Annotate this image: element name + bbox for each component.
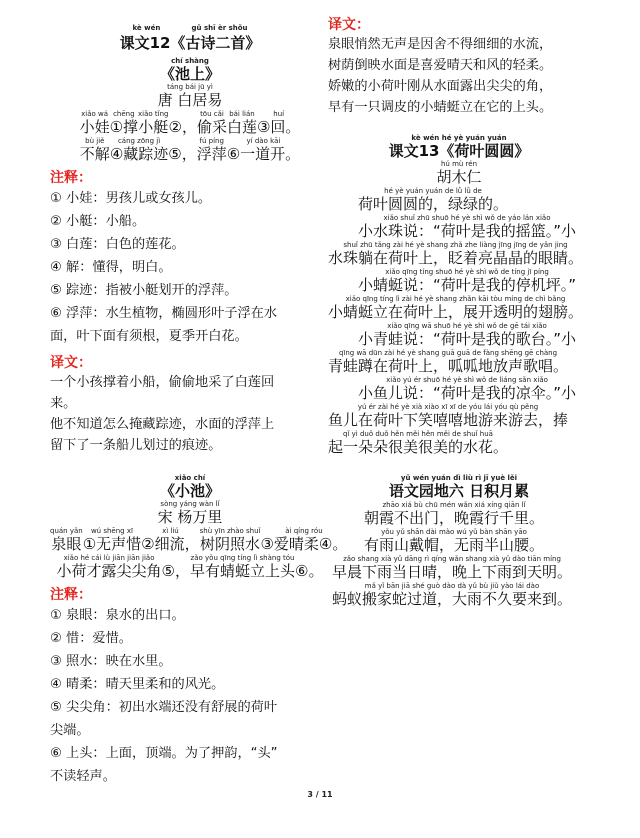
poem-word: ④藏踪迹 <box>109 145 169 163</box>
note-item: ⑥ 浮萍：水生植物，椭圆形叶子浮在水 <box>50 306 278 321</box>
garden-title-pinyin: yǔ wén yuán dì liù rì jī yuè lěi <box>400 474 518 482</box>
trans-line: 他不知道怎么掩藏踪迹，水面的浮萍上 <box>50 417 275 432</box>
poem-word: ⑥。 <box>295 562 324 580</box>
garden-body: zhāo xiá bù chū mén wǎn xiá xíng qiān lǐ 朝霞不出门，晚霞行千里。 yǒu yǔ shān dài mào wú yǔ bàn shān yāo 有雨山戴帽，无雨半山腰。 zǎo shang xià yǔ dāng rì qíng wǎn shang xià yǔ dào tiān míng 早晨下雨当日晴，晚上下雨到天明。 mǎ yǐ bān jiā shé guò dào dà yǔ bù jiǔ yào lái dào 蚂蚁搬家蛇过道，大雨不久要来到。 <box>332 501 573 608</box>
trans2-label: 译文： <box>328 17 370 33</box>
note-item: ⑥ 上头：上面，顶端。为了押韵，“头” <box>50 746 278 761</box>
poem-word: ③爱晴柔④。 <box>260 535 348 553</box>
poem2-line2: xiǎo hé cái lù jiān jiān jiǎo 小荷才露尖尖角 ⑤， zǎo yǒu qīng tíng lì shàng tóu 早有蜻蜓立上头 ⑥。 <box>56 554 324 580</box>
body-line: 小蜻蜓说：“荷叶是我的停机坪。” <box>358 276 577 294</box>
body-line: 鱼儿在荷叶下笑嘻嘻地游来游去，捧 <box>328 411 569 429</box>
poem-word: ①无声惜 <box>82 535 142 553</box>
body-line: 小蜻蜓立在荷叶上，展开透明的翅膀。 <box>328 303 584 321</box>
body-line: 小鱼儿说：“荷叶是我的凉伞。”小 <box>358 384 577 402</box>
poem-word: 浮萍 <box>196 145 227 163</box>
poem-word: 小娃 <box>79 118 110 136</box>
garden-title <box>328 474 590 500</box>
trans1-text <box>50 372 330 456</box>
poem1-author <box>50 83 330 109</box>
poem1-author-pinyin: táng bái jū yì <box>167 83 213 91</box>
body-line: 水珠躺在荷叶上，眨着亮晶晶的眼睛。 <box>328 249 584 267</box>
poem2-line1: quán yǎn 泉眼 wú shēng xī ①无声惜 xì liú ②细流， shù yīn zhào shuǐ 树阴照水 ài qíng róu ③爱晴柔④。 <box>50 527 348 553</box>
lesson13-title-pinyin: kè wén hé yè yuán yuán <box>411 134 507 142</box>
lesson12-title <box>50 14 330 53</box>
poem1-title-pinyin: chí shàng <box>171 57 209 65</box>
poem-word: ⑤， <box>168 145 197 163</box>
proverb-line: 蚂蚁搬家蛇过道，大雨不久要来到。 <box>332 590 573 608</box>
poem1-title-text: 《池上》 <box>159 65 220 83</box>
lesson12-subtitle-pinyin: gǔ shī èr shǒu <box>191 24 248 32</box>
poem2-title <box>50 474 330 500</box>
trans1-label: 译文： <box>50 355 92 371</box>
poem-word: 小荷才露尖尖角 <box>56 562 162 580</box>
body-line: 荷叶圆圆的，绿绿的。 <box>358 195 509 213</box>
proverb-line: 朝霞不出门，晚霞行千里。 <box>364 509 545 527</box>
note-item: ④ 晴柔：晴天里柔和的风光。 <box>50 677 225 692</box>
poem-word: ⑤， <box>161 562 190 580</box>
notes1-list <box>50 187 330 348</box>
poem-word: 不解 <box>79 145 110 163</box>
note-item: ④ 解：懂得，明白。 <box>50 260 172 275</box>
poem1-line1: xiǎo wá 小娃 chēng ①撑 xiǎo tǐng 小艇 ②， tōu cǎi 偷采 bái lián 白莲 huí ③回。 <box>79 110 301 136</box>
trans-line: 娇嫩的小荷叶刚从水面露出尖尖的角， <box>328 79 553 94</box>
note-item: ⑤ 踪迹：指被小艇划开的浮萍。 <box>50 283 238 298</box>
lesson13-title <box>328 134 590 160</box>
poem2-title-pinyin: xiǎo chí <box>174 474 206 482</box>
poem-word: ②， <box>168 118 197 136</box>
trans-line: 泉眼悄然无声是因舍不得细细的水流， <box>328 37 553 52</box>
left-column <box>50 14 348 788</box>
trans2-text <box>328 34 590 118</box>
poem-word: ⑥一道开。 <box>226 145 301 163</box>
body-line: 小水珠说：“荷叶是我的摇篮。”小 <box>358 222 577 240</box>
page-number: 3 / 11 <box>307 790 333 799</box>
note-item: 不读轻声。 <box>50 769 116 784</box>
lesson12-title-pinyin: kè wén <box>132 24 161 32</box>
poem2-title-text: 《小池》 <box>159 482 220 500</box>
poem-word: 偷采 <box>196 118 227 136</box>
proverb-line: 早晨下雨当日晴，晚上下雨到天明。 <box>332 563 573 581</box>
note-item: ① 泉眼：泉水的出口。 <box>50 608 185 623</box>
poem1-author-text: 唐 白居易 <box>157 91 223 109</box>
notes2-label: 注释： <box>50 587 92 603</box>
note-item: 尖端。 <box>50 723 90 738</box>
notes1-label: 注释： <box>50 170 92 186</box>
lesson13-title-text: 课文13《荷叶圆圆》 <box>388 142 530 160</box>
body-line: 小青蛙说：“荷叶是我的歌台。”小 <box>358 330 577 348</box>
poem2-author-pinyin: sòng yáng wàn lǐ <box>160 500 220 508</box>
trans-line: 一个小孩撑着小船，偷偷地采了白莲回 <box>50 375 275 390</box>
poem-word: 树阴照水 <box>200 535 261 553</box>
lesson13-body: hé yè yuán yuán de lǜ lǜ de 荷叶圆圆的，绿绿的。 xiǎo shuǐ zhū shuō hé yè shì wǒ de yáo lán xiǎo 小水珠说：“荷叶是我的摇篮。”小 shuǐ zhū tǎng zài hé yè shang zhǎ zhe liàng jīng jīng de yǎn jing 水珠躺在荷叶上，眨着亮晶晶的眼睛。 xiǎo qīng tíng shuō hé yè shì wǒ de tíng jī píng 小蜻蜓说：“荷叶是我的停机坪。” xiǎo qīng tíng lì zài hé yè shang zhǎn kāi tòu míng de chì bǎng 小蜻蜓立在荷叶上，展开透明的翅膀。 xiǎo qīng wā shuō hé yè shì wǒ de gē tái xiǎo 小青蛙说：“荷叶是我的歌台。”小 qīng wā dūn zài hé yè shang guā guā de fàng shēng gē chàng 青蛙蹲在荷叶上，呱呱地放声歌唱。 xiǎo yú ér shuō hé yè shì wǒ de liáng sǎn xiǎo 小鱼儿说：“荷叶是我的凉伞。”小 yú ér zài hé yè xià xiào xī xī de yóu lái yóu qù pěng 鱼儿在荷叶下笑嘻嘻地游来游去，捧 qǐ yì duǒ duǒ hěn měi hěn měi de shuǐ huā 起一朵朵很美很美的水花。 <box>328 187 584 456</box>
body-line: 起一朵朵很美很美的水花。 <box>328 438 509 456</box>
proverb-line: 有雨山戴帽，无雨半山腰。 <box>364 536 545 554</box>
note-item: 面，叶下面有须根，夏季开白花。 <box>50 329 248 344</box>
notes2-list <box>50 604 330 788</box>
note-item: ② 小艇：小船。 <box>50 214 146 229</box>
garden-title-text: 语文园地六 日积月累 <box>388 482 530 500</box>
note-item: ③ 照水：映在水里。 <box>50 654 172 669</box>
lesson13-author <box>328 160 590 186</box>
note-item: ② 惜：爱惜。 <box>50 631 132 646</box>
right-column <box>328 14 590 609</box>
poem1-title <box>50 57 330 83</box>
trans-line: 早有一只调皮的小蜻蜓立在它的上头。 <box>328 100 553 115</box>
body-line: 青蛙蹲在荷叶上，呱呱地放声歌唱。 <box>328 357 569 375</box>
poem2-author-text: 宋 杨万里 <box>157 508 223 526</box>
note-item: ① 小娃：男孩儿或女孩儿。 <box>50 191 212 206</box>
note-item: ⑤ 尖尖角：初出水端还没有舒展的荷叶 <box>50 700 278 715</box>
poem-word: ②细流， <box>141 535 200 553</box>
poem-word: ③回。 <box>256 118 301 136</box>
poem-word: 泉眼 <box>51 535 82 553</box>
trans-line: 树荫倒映水面是喜爱晴天和风的轻柔。 <box>328 58 553 73</box>
note-item: ③ 白莲：白色的莲花。 <box>50 237 185 252</box>
poem-word: 小艇 <box>138 118 169 136</box>
poem-word: 白莲 <box>226 118 257 136</box>
poem-word: 早有蜻蜓立上头 <box>190 562 296 580</box>
trans-line: 来。 <box>50 396 77 411</box>
poem2-author <box>50 500 330 526</box>
poem1-line2: bù jiě 不解 cáng zōng jì ④藏踪迹 ⑤， fú píng 浮萍 yí dào kāi ⑥一道开。 <box>79 137 301 163</box>
trans-line: 留下了一条船儿划过的痕迹。 <box>50 438 222 453</box>
poem-word: ①撑 <box>109 118 139 136</box>
lesson13-author-pinyin: hú mù rén <box>440 160 478 168</box>
lesson12-title-text: 课文12《古诗二首》 <box>119 34 261 52</box>
lesson13-author-text: 胡木仁 <box>436 168 482 186</box>
